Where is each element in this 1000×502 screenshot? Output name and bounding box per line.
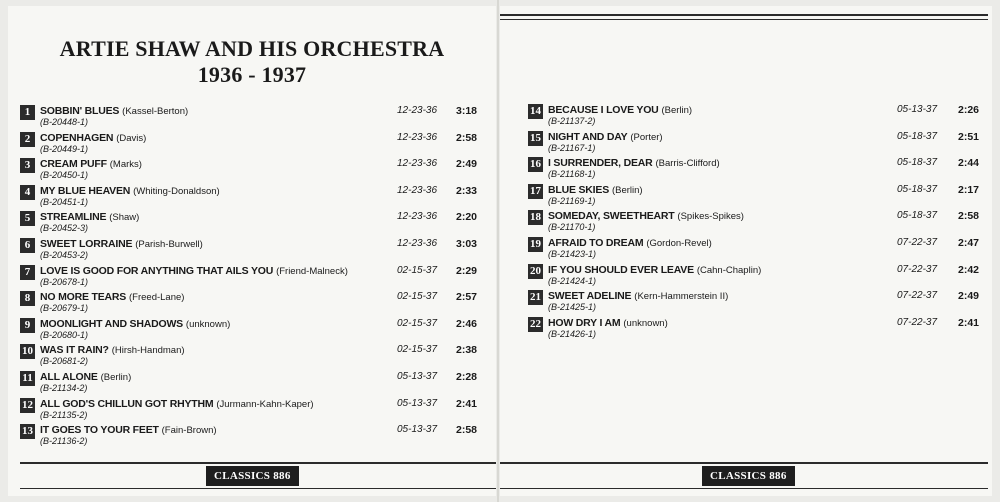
track-duration: 2:29	[456, 264, 478, 277]
track-duration: 2:51	[958, 130, 980, 143]
track-number-badge: 1	[20, 105, 35, 120]
track-composers: (Parish-Burwell)	[135, 238, 203, 250]
track-row	[528, 209, 988, 236]
track-duration: 3:18	[456, 105, 478, 117]
track-row	[20, 157, 490, 184]
track-matrix-number: (B-21137-2)	[548, 116, 596, 126]
track-composers: (Fain-Brown)	[161, 425, 217, 437]
track-matrix-number: (B-21426-1)	[548, 328, 597, 339]
track-row	[528, 156, 988, 183]
track-row	[20, 397, 490, 424]
track-matrix-number: (B-20678-1)	[40, 276, 89, 287]
track-number-badge: 3	[20, 158, 35, 173]
track-number-badge: 5	[20, 211, 35, 226]
right-panel	[500, 6, 992, 496]
album-title	[8, 36, 496, 88]
track-row	[20, 104, 490, 131]
track-number-badge: 8	[20, 291, 35, 306]
track-title: ALL GOD'S CHILLUN GOT RHYTHM	[40, 397, 214, 410]
track-number-badge: 21	[530, 291, 541, 304]
track-title: BLUE SKIES	[548, 183, 610, 196]
track-title: SWEET ADELINE	[548, 290, 632, 303]
track-number-badge: 13	[22, 425, 33, 438]
track-composers: (Porter)	[630, 131, 663, 143]
track-recording-date: 05-18-37	[897, 130, 938, 142]
track-composers: (Hirsh-Handman)	[111, 345, 185, 357]
track-recording-date: 05-18-37	[897, 210, 938, 222]
track-composers: (Kern-Hammerstein II)	[634, 291, 729, 303]
track-duration: 2:33	[456, 184, 478, 197]
track-number-badge: 14	[530, 105, 541, 117]
track-title: SOBBIN' BLUES	[40, 105, 120, 117]
track-title: I SURRENDER, DEAR	[548, 157, 653, 170]
left-panel	[8, 6, 496, 496]
track-title: MOONLIGHT AND SHADOWS	[40, 317, 183, 330]
track-title: IT GOES TO YOUR FEET	[40, 424, 159, 437]
track-matrix-number: (B-20450-1)	[40, 170, 89, 181]
track-number-badge: 4	[20, 185, 35, 200]
track-duration: 2:26	[958, 104, 980, 116]
track-row	[20, 290, 490, 317]
track-row	[20, 423, 490, 450]
track-matrix-number: (B-20679-1)	[40, 303, 89, 314]
album-title-artist: ARTIE SHAW AND HIS ORCHESTRA	[59, 36, 445, 61]
track-title: ALL ALONE	[40, 370, 98, 383]
track-composers: (Spikes-Spikes)	[677, 211, 744, 223]
track-composers: (Jurmann-Kahn-Kaper)	[216, 398, 314, 410]
track-recording-date: 05-13-37	[397, 397, 438, 409]
track-composers: (Freed-Lane)	[129, 292, 185, 304]
track-matrix-number: (B-21169-1)	[548, 195, 596, 206]
bottom-rule-lower-right	[500, 488, 988, 489]
track-matrix-number: (B-21423-1)	[548, 248, 597, 259]
track-duration: 3:03	[456, 237, 478, 250]
track-duration: 2:49	[456, 158, 478, 171]
track-title: MY BLUE HEAVEN	[40, 184, 131, 197]
page-fold	[497, 0, 499, 502]
track-recording-date: 05-13-37	[397, 424, 438, 436]
track-duration: 2:58	[958, 210, 980, 223]
track-composers: (Gordon-Revel)	[646, 237, 712, 249]
track-recording-date: 05-18-37	[897, 183, 938, 195]
track-composers: (Marks)	[109, 159, 142, 171]
track-title: NIGHT AND DAY	[548, 130, 628, 143]
track-number-badge: 7	[20, 265, 35, 280]
track-matrix-number: (B-20451-1)	[40, 196, 89, 207]
track-number-badge: 12	[22, 398, 33, 411]
track-title: HOW DRY I AM	[548, 316, 621, 329]
track-row	[528, 130, 988, 157]
track-composers: (unknown)	[623, 317, 668, 329]
track-matrix-number: (B-20449-1)	[40, 143, 89, 154]
track-row	[528, 103, 988, 130]
track-recording-date: 12-23-36	[397, 184, 438, 196]
track-duration: 2:58	[456, 131, 478, 144]
track-row	[20, 370, 490, 397]
track-recording-date: 07-22-37	[897, 263, 938, 275]
track-matrix-number: (B-20680-1)	[40, 329, 89, 340]
track-row	[528, 289, 988, 316]
label-badge-right: CLASSICS 886	[702, 466, 795, 486]
track-recording-date: 02-15-37	[397, 291, 438, 303]
track-title: IF YOU SHOULD EVER LEAVE	[548, 263, 694, 276]
track-number-badge: 17	[530, 184, 541, 197]
track-list-right	[528, 103, 988, 342]
track-duration: 2:20	[456, 211, 478, 224]
track-recording-date: 12-23-36	[397, 158, 438, 170]
track-title: NO MORE TEARS	[40, 291, 127, 304]
track-number-badge: 19	[530, 237, 541, 250]
track-number-badge: 16	[530, 158, 541, 171]
track-matrix-number: (B-21167-1)	[548, 142, 596, 153]
track-matrix-number: (B-20681-2)	[40, 356, 89, 367]
album-title-years: 1936 - 1937	[197, 62, 307, 87]
track-matrix-number: (B-21135-2)	[40, 409, 88, 420]
track-recording-date: 07-22-37	[897, 316, 938, 328]
track-recording-date: 05-18-37	[897, 157, 938, 169]
track-number-badge: 6	[20, 238, 35, 253]
track-duration: 2:17	[958, 183, 980, 196]
track-duration: 2:49	[958, 290, 980, 303]
track-row	[528, 183, 988, 210]
top-rule-lower	[500, 19, 988, 20]
track-number-badge: 22	[530, 317, 541, 330]
track-number-badge: 2	[20, 132, 35, 147]
track-matrix-number: (B-20453-2)	[40, 249, 89, 260]
track-composers: (unknown)	[185, 318, 231, 330]
track-title: LOVE IS GOOD FOR ANYTHING THAT AILS YOU	[40, 264, 274, 277]
track-composers: (Shaw)	[109, 212, 140, 224]
track-duration: 2:42	[958, 263, 980, 276]
track-composers: (Whiting-Donaldson)	[133, 185, 220, 197]
track-duration: 2:41	[456, 397, 478, 410]
track-recording-date: 02-15-37	[397, 264, 438, 276]
track-row	[20, 264, 490, 291]
track-recording-date: 12-23-36	[397, 237, 438, 249]
track-composers: (Berlin)	[611, 184, 643, 196]
track-matrix-number: (B-21425-1)	[548, 302, 597, 313]
track-composers: (Friend-Malneck)	[276, 265, 348, 277]
track-composers: (Barris-Clifford)	[655, 158, 720, 170]
track-duration: 2:57	[456, 291, 478, 304]
bottom-rule-lower	[20, 488, 496, 489]
track-row	[528, 236, 988, 263]
track-duration: 2:46	[456, 317, 478, 330]
track-matrix-number: (B-21134-2)	[40, 382, 88, 393]
track-row	[20, 343, 490, 370]
track-recording-date: 12-23-36	[397, 105, 438, 116]
track-recording-date: 12-23-36	[397, 131, 438, 143]
bottom-rule-upper	[20, 462, 496, 464]
track-number-badge: 18	[530, 211, 541, 224]
track-number-badge: 15	[530, 131, 541, 144]
bottom-rule-upper-right	[500, 462, 988, 464]
track-duration: 2:38	[456, 344, 478, 357]
track-matrix-number: (B-20452-3)	[40, 223, 89, 234]
track-row	[20, 184, 490, 211]
track-composers: (Kassel-Berton)	[122, 106, 189, 117]
track-title: CREAM PUFF	[40, 158, 107, 171]
track-row	[20, 237, 490, 264]
track-row	[20, 317, 490, 344]
track-title: BECAUSE I LOVE YOU	[548, 104, 659, 116]
track-matrix-number: (B-21168-1)	[548, 169, 596, 180]
track-row	[20, 210, 490, 237]
track-matrix-number: (B-21424-1)	[548, 275, 597, 286]
track-row	[528, 316, 988, 343]
track-title: COPENHAGEN	[40, 131, 114, 144]
top-rule-upper	[500, 14, 988, 16]
track-recording-date: 07-22-37	[897, 236, 938, 248]
track-number-badge: 10	[22, 345, 33, 358]
track-recording-date: 02-15-37	[397, 344, 438, 356]
track-number-badge: 11	[20, 371, 35, 386]
label-badge: CLASSICS 886	[206, 466, 299, 486]
track-title: WAS IT RAIN?	[40, 344, 109, 357]
track-recording-date: 12-23-36	[397, 211, 438, 223]
track-composers: (Berlin)	[100, 371, 132, 383]
track-recording-date: 02-15-37	[397, 317, 438, 329]
track-composers: (Berlin)	[661, 105, 693, 116]
track-matrix-number: (B-20448-1)	[40, 117, 89, 127]
track-recording-date: 05-13-37	[897, 104, 938, 115]
track-matrix-number: (B-21136-2)	[40, 436, 88, 447]
track-row	[528, 263, 988, 290]
track-number-badge: 9	[20, 318, 35, 333]
track-duration: 2:58	[456, 424, 478, 437]
track-matrix-number: (B-21170-1)	[548, 222, 596, 233]
track-duration: 2:44	[958, 157, 980, 170]
track-duration: 2:28	[456, 370, 478, 383]
track-duration: 2:47	[958, 236, 980, 249]
track-row	[20, 131, 490, 158]
track-recording-date: 07-22-37	[897, 290, 938, 302]
track-composers: (Davis)	[116, 132, 147, 144]
track-recording-date: 05-13-37	[397, 370, 438, 382]
track-title: SWEET LORRAINE	[40, 237, 133, 250]
track-title: STREAMLINE	[40, 211, 107, 224]
track-title: AFRAID TO DREAM	[548, 236, 644, 249]
track-composers: (Cahn-Chaplin)	[696, 264, 762, 276]
track-list-left	[20, 104, 490, 450]
track-duration: 2:41	[958, 316, 980, 329]
track-number-badge: 20	[530, 264, 541, 277]
track-title: SOMEDAY, SWEETHEART	[548, 210, 675, 223]
